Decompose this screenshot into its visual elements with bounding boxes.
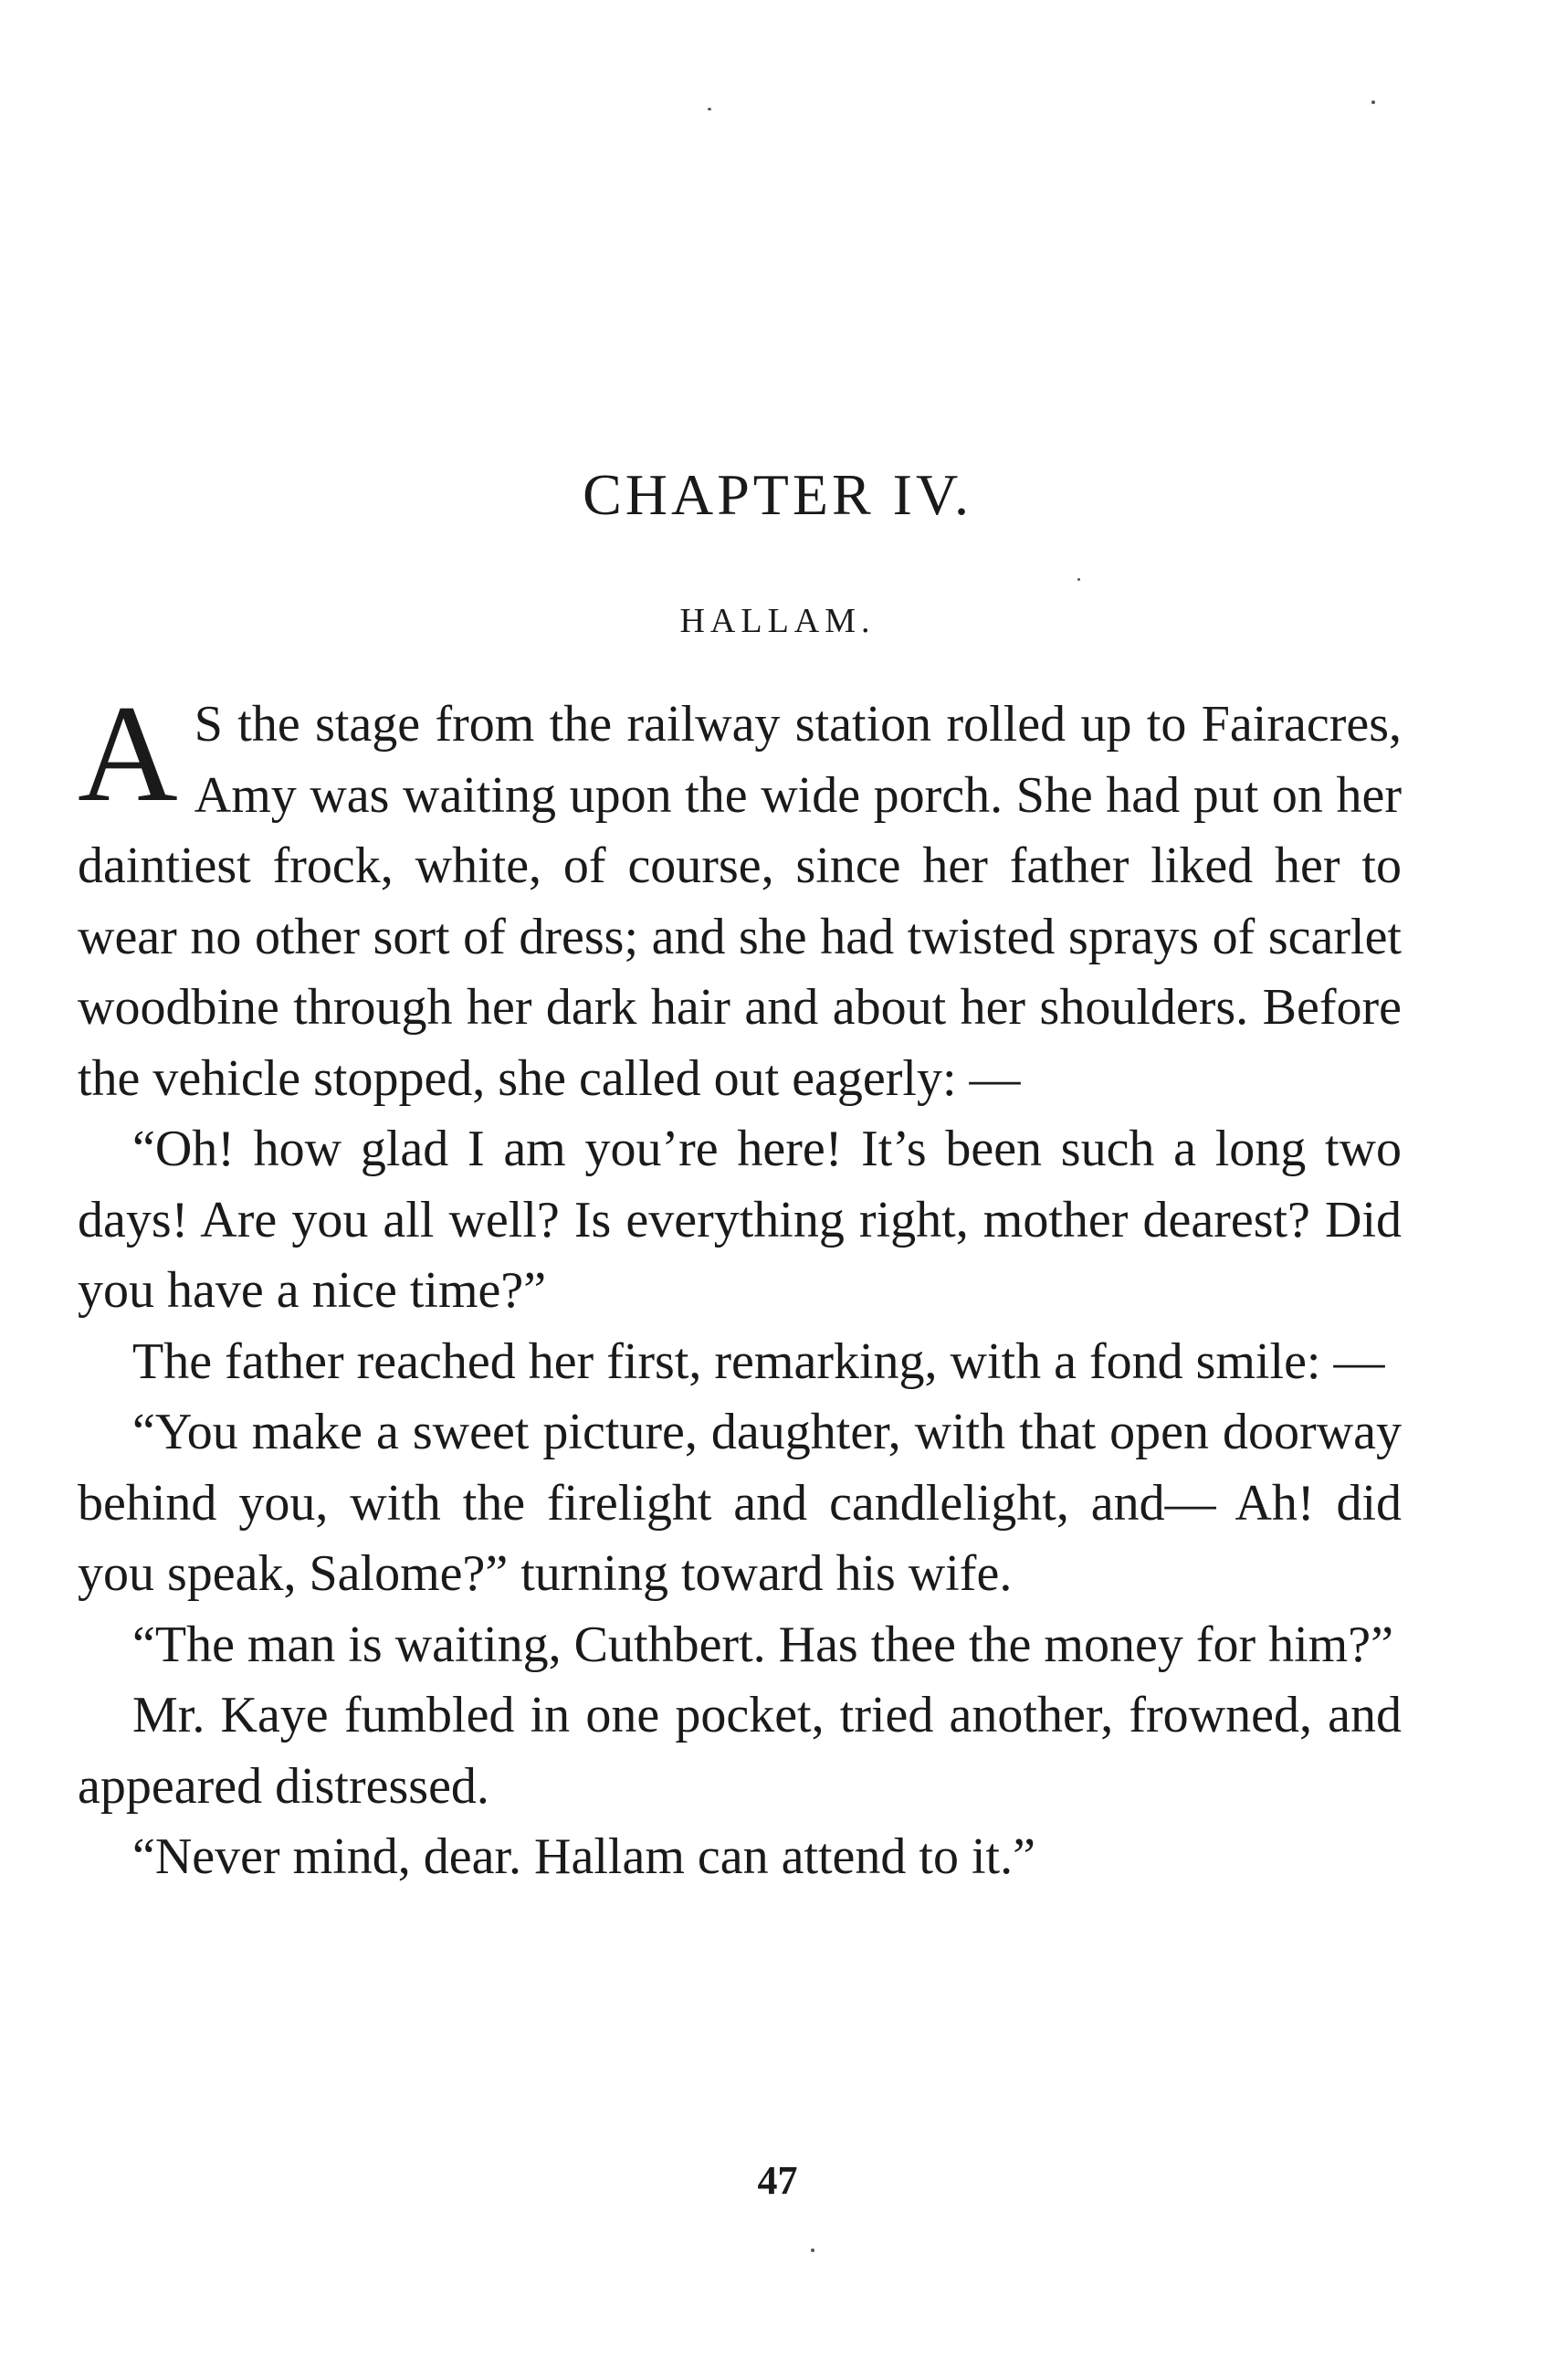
chapter-body [78, 677, 1402, 1893]
paragraph-text: S the stage from the railway station rolled up to Fairacres, Amy was waiting upon the wide porch. She had put on her daintiest frock, white, of course, since her father liked her to wear no other sort of dress; and she had twisted sprays of scarlet woodbine through her dark hair and about her shoulders. Before the vehicle stopped, she called out eagerly: — [78, 696, 1402, 1107]
page-number: 47 [757, 2158, 798, 2203]
chapter-subtitle: HALLAM. [679, 602, 876, 640]
paragraph-2: “Oh! how glad I am you’re here! It’s been such a long two days! Are you all well? Is everything right, mother dearest? Did you have a nice time?” [78, 1121, 1402, 1319]
paragraph-1 [78, 677, 1402, 1114]
drop-cap: A [78, 677, 178, 830]
ink-speck [708, 108, 711, 111]
ink-speck [811, 2248, 814, 2252]
paragraph-6: Mr. Kaye fumbled in one pocket, tried another, frowned, and appeared distressed. [78, 1687, 1402, 1815]
ink-speck [1371, 100, 1375, 104]
paragraph-3: The father reached her first, remarking, with a fond smile: — [132, 1332, 1385, 1390]
chapter-title: CHAPTER IV. [583, 462, 972, 527]
ink-speck [1077, 578, 1080, 581]
paragraph-4: “You make a sweet picture, daughter, with that open doorway behind you, with the firelight and candlelight, and— Ah! did you speak, Salome?” turning toward his wife. [78, 1404, 1402, 1602]
paragraph-7: “Never mind, dear. Hallam can attend to it.” [132, 1828, 1035, 1885]
paragraph-5: “The man is waiting, Cuthbert. Has thee the money for him?” [132, 1616, 1393, 1673]
